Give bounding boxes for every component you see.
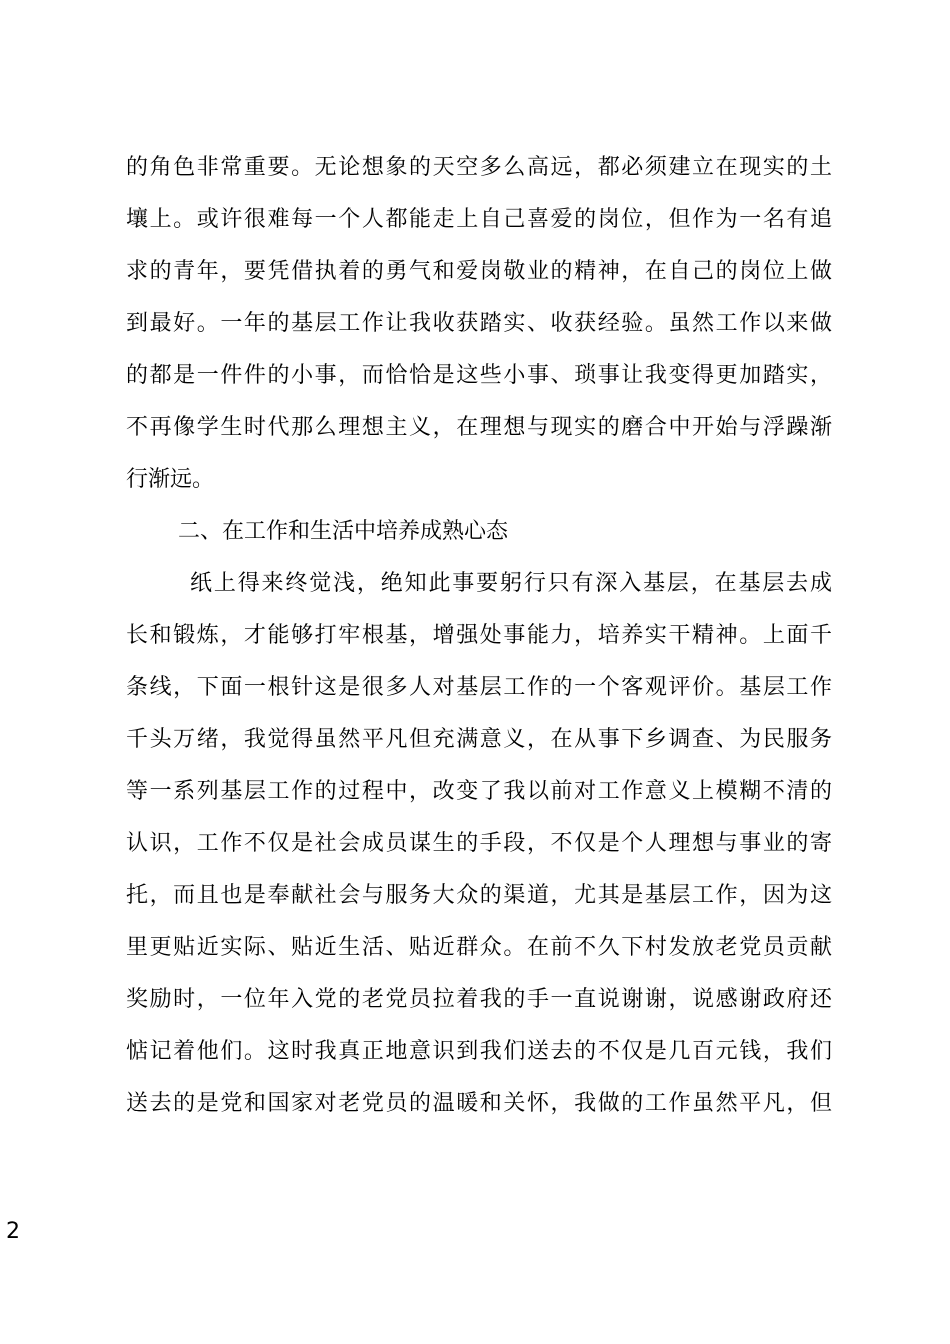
text-line: 等一系列基层工作的过程中，改变了我以前对工作意义上模糊不清的	[126, 779, 832, 804]
section-heading: 二、在工作和生活中培养成熟心态	[178, 519, 509, 544]
page-number: 2	[6, 1219, 20, 1244]
text-line: 壤上。或许很难每一个人都能走上自己喜爱的岗位，但作为一名有追	[126, 207, 832, 232]
text-line: 长和锻炼，才能够打牢根基，增强处事能力，培养实干精神。上面千	[126, 623, 832, 648]
text-line: 的都是一件件的小事，而恰恰是这些小事、琐事让我变得更加踏实，	[126, 363, 832, 388]
text-line: 里更贴近实际、贴近生活、贴近群众。在前不久下村发放老党员贡献	[126, 935, 832, 960]
text-line: 认识，工作不仅是社会成员谋生的手段，不仅是个人理想与事业的寄	[126, 831, 832, 856]
paragraph-continued	[126, 142, 832, 506]
text-line: 求的青年，要凭借执着的勇气和爱岗敬业的精神，在自己的岗位上做	[126, 259, 832, 284]
text-line: 送去的是党和国家对老党员的温暖和关怀，我做的工作虽然平凡，但	[126, 1091, 832, 1116]
text-line: 不再像学生时代那么理想主义，在理想与现实的磨合中开始与浮躁渐	[126, 415, 832, 440]
text-line: 纸上得来终觉浅，绝知此事要躬行只有深入基层，在基层去成	[190, 571, 832, 596]
document-body	[126, 142, 832, 1130]
text-line: 托，而且也是奉献社会与服务大众的渠道，尤其是基层工作，因为这	[126, 883, 832, 908]
text-line: 行渐远。	[126, 467, 215, 492]
text-line: 的角色非常重要。无论想象的天空多么高远，都必须建立在现实的土	[126, 155, 832, 180]
text-line: 到最好。一年的基层工作让我收获踏实、收获经验。虽然工作以来做	[126, 311, 832, 336]
paragraph	[126, 558, 832, 1130]
text-line: 千头万绪，我觉得虽然平凡但充满意义，在从事下乡调查、为民服务	[126, 727, 832, 752]
text-line: 条线，下面一根针这是很多人对基层工作的一个客观评价。基层工作	[126, 675, 832, 700]
text-line: 惦记着他们。这时我真正地意识到我们送去的不仅是几百元钱，我们	[126, 1039, 832, 1064]
text-line: 奖励时，一位年入党的老党员拉着我的手一直说谢谢，说感谢政府还	[126, 987, 832, 1012]
